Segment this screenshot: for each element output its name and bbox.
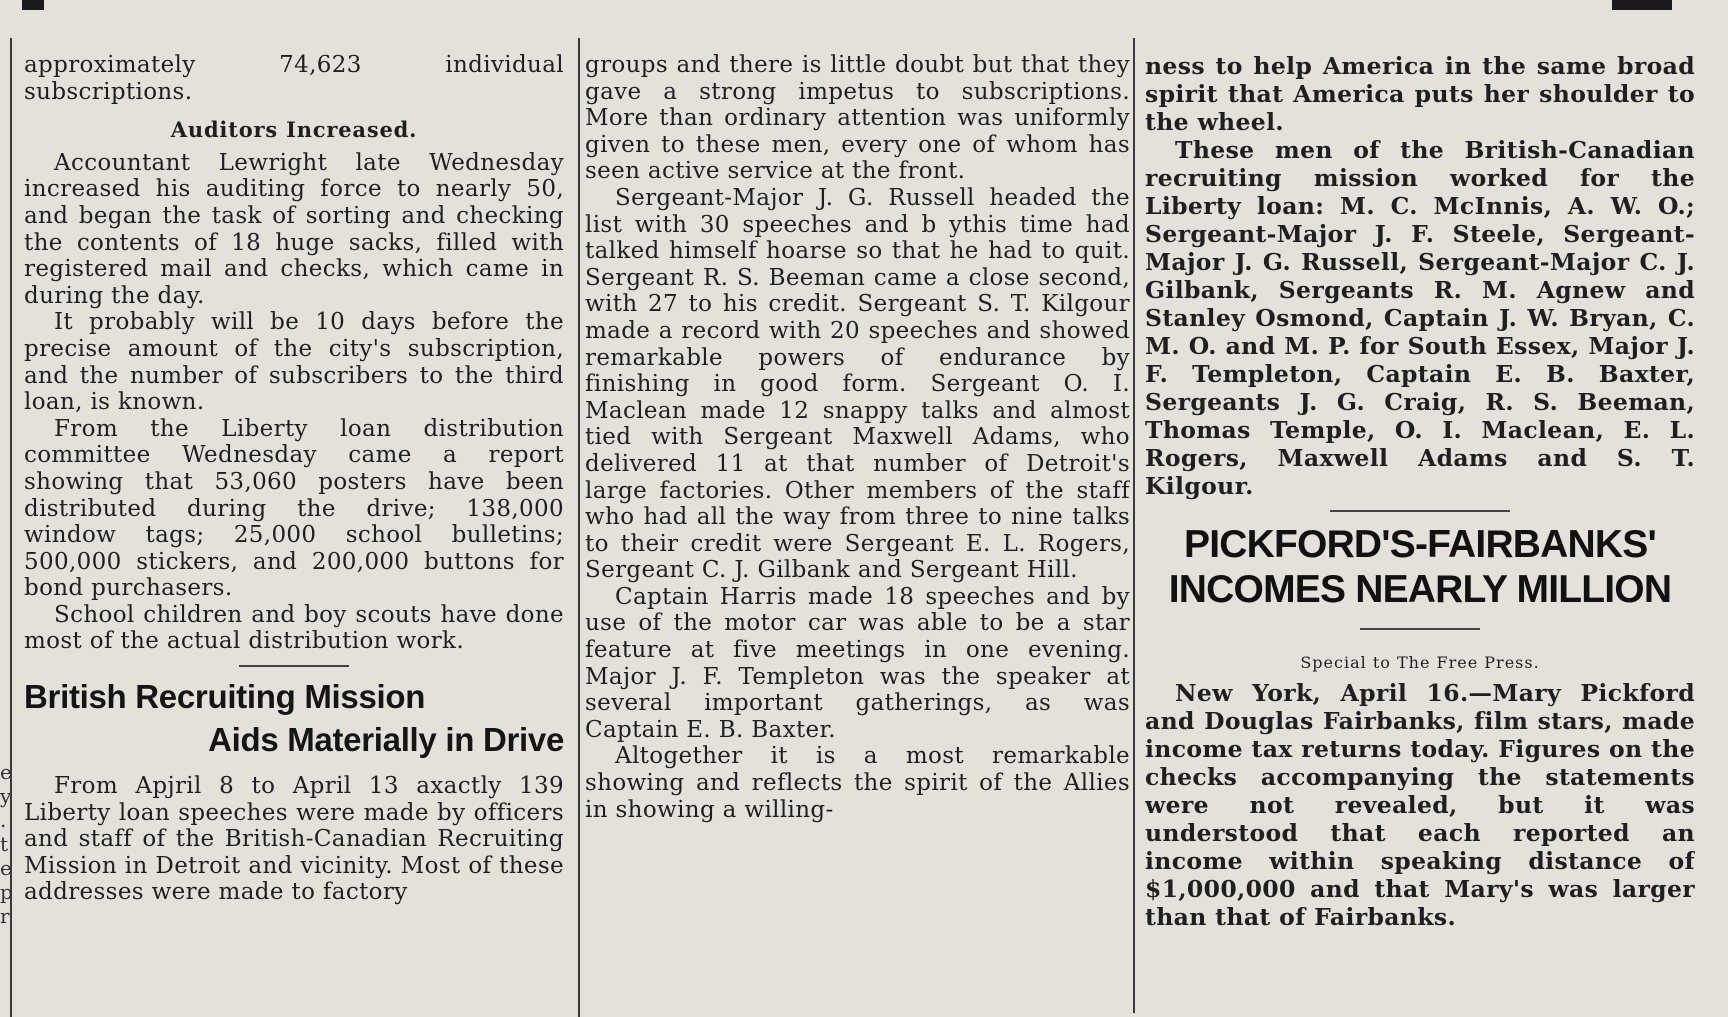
article-paragraph: It probably will be 10 days before the precise amount of the city's subscription, and the number of subscribers to the third loan, is known. — [24, 309, 564, 416]
top-edge-mark-right — [1612, 0, 1672, 10]
article-paragraph: New York, April 16.—Mary Pickford and Douglas Fairbanks, film stars, made income tax returns today. Figures on the checks accompanying the statements were not revealed, but it was understood that each reported an income within speaking distance of $1,000,000 and that Mary's was larger than that of Fairbanks. — [1145, 678, 1695, 931]
margin-fragment-text — [0, 760, 13, 928]
article-paragraph: Altogether it is a most remarkable showing and reflects the spirit of the Allies in showing a willing- — [585, 743, 1130, 823]
column-2 — [585, 52, 1130, 1014]
article-paragraph: Sergeant-Major J. G. Russell headed the list with 30 speeches and b ythis time had talked himself hoarse so that he had to quit. Sergeant R. S. Beeman came a close second, with 27 to his credit. Sergeant S. T. Kilgour made a record with 20 speeches and showed remarkable powers of endurance by finishing in good form. Sergeant O. I. Maclean made 12 snappy talks and almost tied with Sergeant Maxwell Adams, who delivered 11 at that number of Detroit's large factories. Other members of the staff who had all the way from three to nine talks to their credit were Sergeant E. L. Rogers, Sergeant C. J. Gilbank and Sergeant Hill. — [585, 184, 1130, 584]
margin-char: . — [0, 808, 7, 832]
article-paragraph: ness to help America in the same broad spirit that America puts her shoulder to the wheel. — [1145, 52, 1695, 136]
article-paragraph: groups and there is little doubt but that they gave a strong impetus to subscriptions. More than ordinary attention was uniformly given to these men, every one of whom has seen active service at the front. — [585, 52, 1130, 185]
margin-char: e — [0, 760, 12, 784]
article-paragraph: From the Liberty loan distribution committee Wednesday came a report showing that 53,060 posters have been distributed during the drive; 138,000 window tags; 25,000 school bulletins; 500,000 stickers, and 200,000 buttons for bond purchasers. — [24, 415, 564, 602]
headline-british-mission — [24, 675, 564, 761]
article-paragraph: Captain Harris made 18 speeches and by use of the motor car was able to be a star feature at five meetings in one evening. Major J. F. Templeton was the speaker at several important gatherings, as was Captain E. B. Baxter. — [585, 583, 1130, 743]
margin-char: e — [0, 856, 12, 880]
special-credit-line: Special to The Free Press. — [1300, 653, 1540, 672]
article-paragraph: From Apjril 8 to April 13 axactly 139 Liberty loan speeches were made by officers and staff of the British-Canadian Recruiting Mission in Detroit and vicinity. Most of these addresses were made to factory — [24, 773, 564, 906]
column-rule-2 — [1133, 38, 1135, 1013]
column-3 — [1145, 52, 1695, 1014]
column-1 — [24, 52, 564, 1014]
article-paragraph: These men of the British-Canadian recruiting mission worked for the Liberty loan: M. C. McInnis, A. W. O.; Sergeant-Major J. F. Steele, Sergeant-Major J. G. Russell, Sergeant-Major C. J. Gilbank, Sergeants R. M. Agnew and Stanley Osmond, Captain J. W. Bryan, C. M. O. and M. P. for South Essex, Major J. F. Templeton, Captain E. B. Baxter, Sergeants J. G. Craig, R. S. Beeman, Thomas Temple, O. I. Maclean, E. L. Rogers, Maxwell Adams and S. T. Kilgour. — [1145, 136, 1695, 500]
margin-char: y — [0, 784, 12, 808]
top-edge — [0, 0, 1728, 10]
column-rule-1 — [578, 38, 580, 1017]
headline-line-2: Aids Materially in Drive — [208, 721, 564, 759]
section-divider — [239, 665, 349, 667]
article-paragraph: School children and boy scouts have done most of the actual distribution work. — [24, 601, 564, 655]
article-paragraph: approximately 74,623 individual subscriptions. — [24, 52, 564, 105]
margin-char: t — [0, 832, 9, 856]
section-divider — [1360, 628, 1480, 630]
subheading-auditors: Auditors Increased. — [170, 117, 418, 143]
article-paragraph: Accountant Lewright late Wednesday increased his auditing force to nearly 50, and began the task of sorting and checking the contents of 18 huge sacks, filled with registered mail and checks, which came in during the day. — [24, 149, 564, 309]
headline-pickford-fairbanks: PICKFORD'S-FAIRBANKS' INCOMES NEARLY MILLION — [1168, 523, 1672, 611]
margin-char: p — [0, 880, 13, 904]
top-edge-mark-left — [22, 0, 44, 10]
headline-line-1: British Recruiting Mission — [24, 678, 426, 716]
section-divider — [1330, 510, 1510, 512]
margin-char: r — [0, 904, 10, 928]
